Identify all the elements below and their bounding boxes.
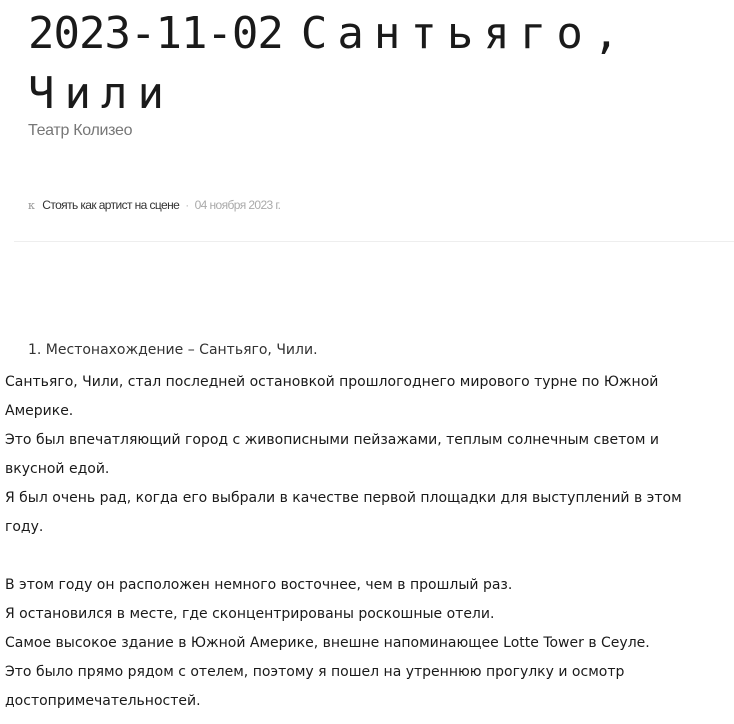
- text-line: Я остановился в месте, где сконцентрированы роскошные отели.: [5, 606, 495, 622]
- text-line: Самое высокое здание в Южной Америке, внешне напоминающее Lotte Tower в Сеуле.: [5, 635, 650, 651]
- paragraph-gap: [5, 542, 725, 571]
- text-line: вкусной едой.: [5, 461, 110, 477]
- list-item: 1. Местонахождение – Сантьяго, Чили.: [28, 342, 318, 358]
- category-link[interactable]: Стоять как артист на сцене: [42, 198, 180, 212]
- post-meta: [28, 198, 280, 212]
- content-list: [0, 339, 318, 361]
- text-line: Это был впечатляющий город с живописными пейзажами, теплым солнечным светом и: [5, 432, 659, 448]
- category-icon: к: [28, 199, 35, 212]
- post-title-place-line1: Сантьяго,: [300, 8, 630, 59]
- text-line: достопримечательностей.: [5, 693, 201, 709]
- post-title-date: 2023-11-02: [28, 8, 283, 59]
- text-line: Это было прямо рядом с отелем, поэтому я пошел на утреннюю прогулку и осмотр: [5, 664, 625, 680]
- post-date: 04 ноября 2023 г.: [194, 198, 281, 212]
- text-line: Сантьяго, Чили, стал последней остановкой прошлогоднего мирового турне по Южной: [5, 374, 659, 390]
- text-line: Америке.: [5, 403, 74, 419]
- meta-separator: ·: [185, 198, 189, 212]
- text-line: году.: [5, 519, 44, 535]
- text-line: В этом году он расположен немного восточнее, чем в прошлый раз.: [5, 577, 513, 593]
- post-title-place-line2: Чили: [28, 68, 174, 119]
- header-divider: [14, 241, 734, 242]
- article-body: [5, 368, 725, 716]
- post-title: [28, 4, 728, 124]
- text-line: Я был очень рад, когда его выбрали в качестве первой площадки для выступлений в этом: [5, 490, 682, 506]
- post-subtitle: Театр Колизео: [28, 122, 133, 139]
